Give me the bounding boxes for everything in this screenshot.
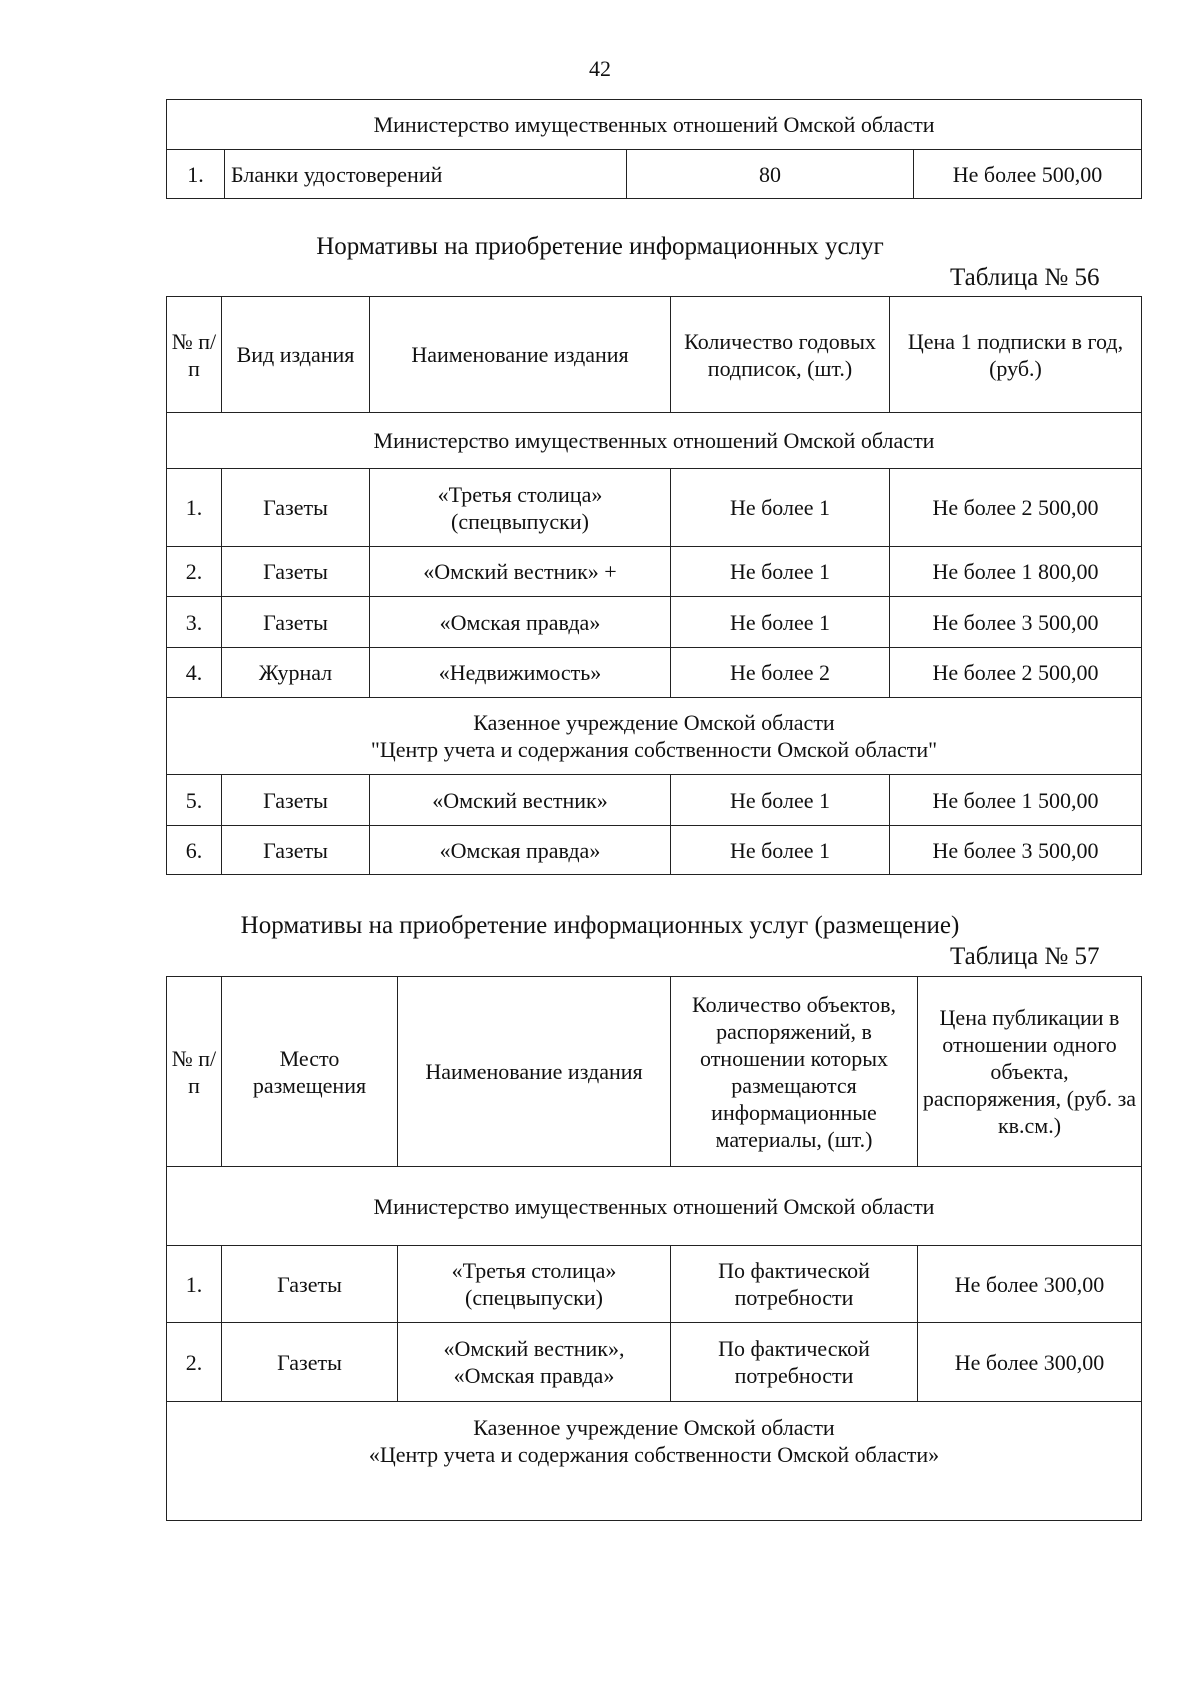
item-price: Не более 300,00 (918, 1323, 1142, 1402)
item-price: Не более 300,00 (918, 1246, 1142, 1323)
table-row (167, 1323, 1142, 1402)
item-type: Газеты (222, 597, 370, 648)
table-56 (166, 296, 1142, 875)
header-quantity: Количество годовых подписок, (шт.) (671, 297, 890, 413)
section-header (167, 1402, 1142, 1521)
item-name: «Омская правда» (370, 597, 671, 648)
header-quantity: Количество объектов, распоряжений, в отношении которых размещаются информационные материалы, (шт.) (671, 977, 918, 1167)
header-type: Вид издания (222, 297, 370, 413)
header-number: № п/п (167, 977, 222, 1167)
section-header (167, 698, 1142, 775)
row-number: 2. (167, 1323, 222, 1402)
row-number: 1. (167, 469, 222, 547)
section-header-line: Казенное учреждение Омской области (473, 1415, 835, 1440)
item-quantity: Не более 1 (671, 826, 890, 875)
row-number: 1. (167, 1246, 222, 1323)
table-row (167, 150, 1142, 199)
table-row (167, 547, 1142, 597)
row-number: 3. (167, 597, 222, 648)
item-quantity: Не более 1 (671, 775, 890, 826)
item-place: Газеты (222, 1323, 398, 1402)
item-price: Не более 1 500,00 (890, 775, 1142, 826)
item-name: «Омская правда» (370, 826, 671, 875)
item-name: Бланки удостоверений (225, 150, 627, 199)
row-number: 6. (167, 826, 222, 875)
table-55 (166, 99, 1142, 199)
table-header-row (167, 977, 1142, 1167)
item-type: Газеты (222, 547, 370, 597)
item-price: Не более 500,00 (914, 150, 1142, 199)
item-name: «Омский вестник» (370, 775, 671, 826)
row-number: 2. (167, 547, 222, 597)
section-header-line: Казенное учреждение Омской области (473, 710, 835, 735)
item-quantity: 80 (627, 150, 914, 199)
table-57-title: Нормативы на приобретение информационных услуг (размещение) (240, 912, 960, 939)
item-price: Не более 3 500,00 (890, 597, 1142, 648)
section-header: Министерство имущественных отношений Омской области (167, 413, 1142, 469)
item-price: Не более 1 800,00 (890, 547, 1142, 597)
table-56-label: Таблица № 56 (950, 264, 1100, 291)
item-name: «Третья столица» (спецвыпуски) (370, 469, 671, 547)
item-type: Газеты (222, 775, 370, 826)
row-number: 4. (167, 648, 222, 698)
table-57 (166, 976, 1142, 1521)
item-price: Не более 2 500,00 (890, 648, 1142, 698)
table-row (167, 826, 1142, 875)
item-place: Газеты (222, 1246, 398, 1323)
table-header-row (167, 297, 1142, 413)
item-quantity: По фактической потребности (671, 1323, 918, 1402)
header-place: Место размещения (222, 977, 398, 1167)
item-price: Не более 2 500,00 (890, 469, 1142, 547)
header-price: Цена 1 подписки в год, (руб.) (890, 297, 1142, 413)
section-header: Министерство имущественных отношений Омской области (167, 100, 1142, 150)
header-name: Наименование издания (370, 297, 671, 413)
row-number: 1. (167, 150, 225, 199)
header-price: Цена публикации в отношении одного объекта, распоряжения, (руб. за кв.см.) (918, 977, 1142, 1167)
table-row (167, 469, 1142, 547)
item-name: «Омский вестник», «Омская правда» (398, 1323, 671, 1402)
table-row (167, 775, 1142, 826)
item-quantity: Не более 2 (671, 648, 890, 698)
item-price: Не более 3 500,00 (890, 826, 1142, 875)
item-type: Газеты (222, 469, 370, 547)
item-name: «Третья столица» (спецвыпуски) (398, 1246, 671, 1323)
item-quantity: Не более 1 (671, 547, 890, 597)
row-number: 5. (167, 775, 222, 826)
section-header-line: «Центр учета и содержания собственности Омской области» (368, 1442, 940, 1467)
item-quantity: По фактической потребности (671, 1246, 918, 1323)
item-type: Газеты (222, 826, 370, 875)
table-row (167, 1246, 1142, 1323)
header-name: Наименование издания (398, 977, 671, 1167)
section-header-line: "Центр учета и содержания собственности Омской области" (370, 737, 938, 762)
header-number: № п/п (167, 297, 222, 413)
table-row (167, 597, 1142, 648)
item-name: «Омский вестник» + (370, 547, 671, 597)
item-name: «Недвижимость» (370, 648, 671, 698)
table-56-title: Нормативы на приобретение информационных услуг (316, 233, 884, 260)
page-number: 42 (589, 56, 611, 81)
item-quantity: Не более 1 (671, 469, 890, 547)
table-row (167, 648, 1142, 698)
item-type: Журнал (222, 648, 370, 698)
section-header: Министерство имущественных отношений Омской области (167, 1167, 1142, 1246)
table-57-label: Таблица № 57 (950, 943, 1100, 970)
item-quantity: Не более 1 (671, 597, 890, 648)
